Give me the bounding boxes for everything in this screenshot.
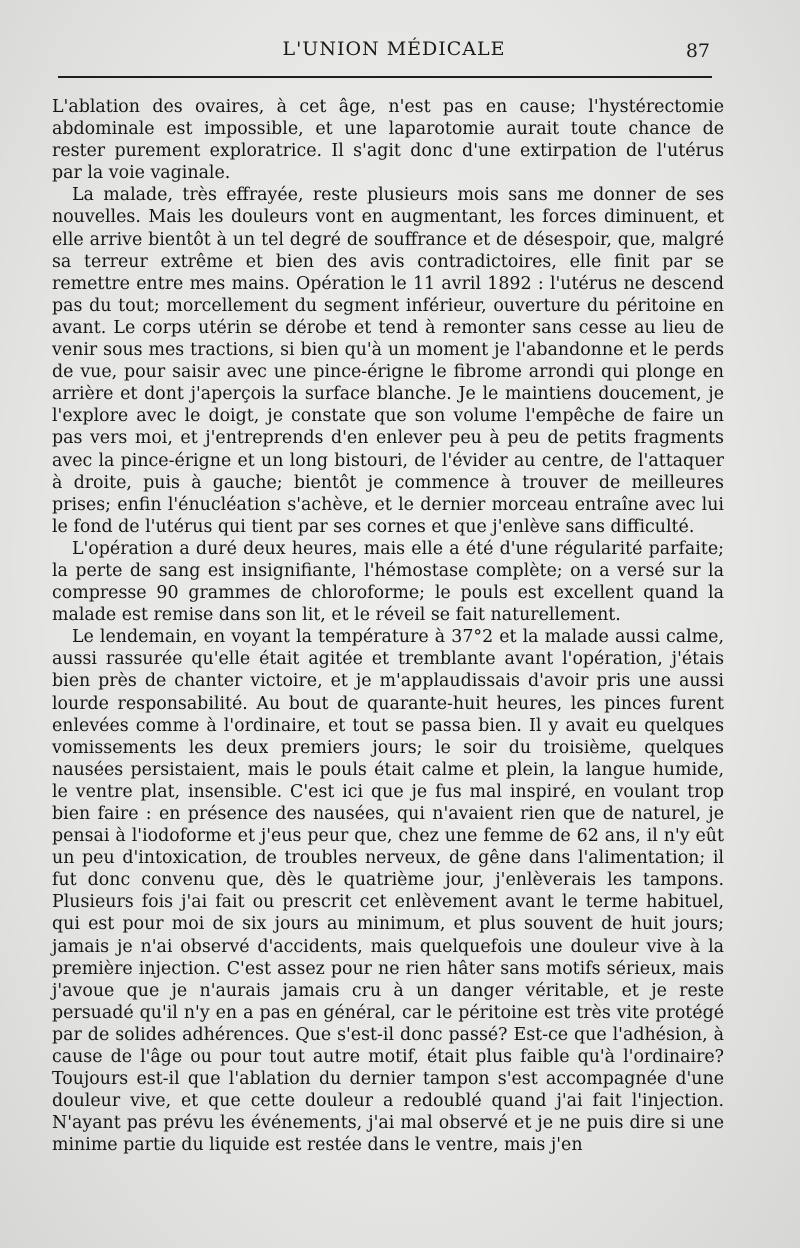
paragraph: L'ablation des ovaires, à cet âge, n'est pas en cause; l'hystérectomie abdominale est impossible, et une laparotomie aurait toute chance de rester purement exploratrice. Il s'agit donc d'une extirpation de l'utérus par la voie vaginale. xyxy=(52,97,724,184)
page-number: 87 xyxy=(685,40,710,62)
paragraph: Le lendemain, en voyant la température à 37°2 et la malade aussi calme, aussi rassurée qu'elle était agitée et tremblante avant l'opération, j'étais bien près de chanter victoire, et je m'applaudissais d'avoir pris une aussi lourde responsabilité. Au bout de quarante-huit heures, les pinces furent enlevées comme à l'ordinaire, et tout se passa bien. Il y avait eu quelques vomissements les deux premiers jours; le soir du troisième, quelques nausées persistaient, mais le pouls était calme et plein, la langue humide, le ventre plat, insensible. C'est ici que je fus mal inspiré, en voulant trop bien faire : en présence des nausées, qui n'avaient rien que de naturel, je pensai à l'iodoforme et j'eus peur que, chez une femme de 62 ans, il n'y eût un peu d'intoxication, de troubles nerveux, de gêne dans l'alimentation; il fut donc convenu que, dès le quatrième jour, j'enlèverais les tampons. Plusieurs fois j'ai fait ou prescrit cet enlèvement avant le terme habituel, qui est pour moi de six jours au minimum, et plus souvent de huit jours; jamais je n'ai observé d'accidents, mais quelquefois une douleur vive à la première injection. C'est assez pour ne rien hâter sans motifs sérieux, mais j'avoue que je n'aurais jamais cru à un danger véritable, et je reste persuadé qu'il n'y en a pas en général, car le péritoine est très vite protégé par de solides adhérences. Que s'est-il donc passé? Est-ce que l'adhésion, à cause de l'âge ou pour tout autre motif, était plus faible qu'à l'ordinaire? Toujours est-il que l'ablation du dernier tampon s'est accompagnée d'une douleur vive, et que cette douleur a redoublé quand j'ai fait l'injection. N'ayant pas prévu les événements, j'ai mal observé et je ne puis dire si une minime partie du liquide est restée dans le ventre, mais j'en xyxy=(52,627,724,1156)
running-title: L'UNION MÉDICALE xyxy=(282,38,506,60)
body-text xyxy=(52,96,724,1157)
page-header xyxy=(60,38,728,68)
paragraph: L'opération a duré deux heures, mais elle a été d'une régularité parfaite; la perte de sang est insignifiante, l'hémostase complète; on a versé sur la compresse 90 grammes de chloroforme; le pouls est excellent quand la malade est remise dans son lit, et le réveil se fait naturellement. xyxy=(52,538,724,626)
paragraph: La malade, très effrayée, reste plusieurs mois sans me donner de ses nouvelles. Mais les douleurs vont en augmentant, les forces diminuent, et elle arrive bientôt à un tel degré de souffrance et de désespoir, que, malgré sa terreur extrême et bien des avis contradictoires, elle finit par se remettre entre mes mains. Opération le 11 avril 1892 : l'utérus ne descend pas du tout; morcellement du segment inférieur, ouverture du péritoine en avant. Le corps utérin se dérobe et tend à remonter sans cesse au lieu de venir sous mes tractions, si bien qu'à un moment je l'abandonne et le perds de vue, pour saisir avec une pince-érigne le fibrome arrondi qui plonge en arrière et dont j'aperçois la surface blanche. Je le maintiens doucement, je l'explore avec le doigt, je constate que son volume l'empêche de faire un pas vers moi, et j'entreprends d'en enlever peu à peu de petits fragments avec la pince-érigne et un long bistouri, de l'évider au centre, de l'attaquer à droite, puis à gauche; bientôt je commence à trouver de meilleures prises; enfin l'énucléation s'achève, et le dernier morceau entraîne avec lui le fond de l'utérus qui tient par ses cornes et que j'enlève sans difficulté. xyxy=(52,185,724,537)
header-rule xyxy=(58,76,712,78)
